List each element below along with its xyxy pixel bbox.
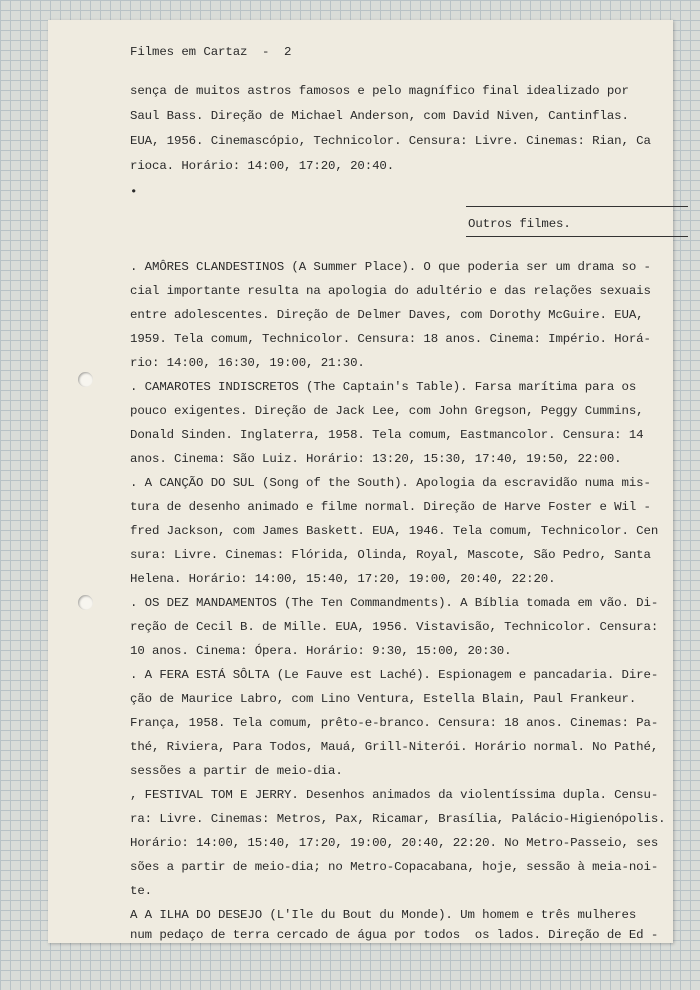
text-line: 1959. Tela comum, Technicolor. Censura: 18 anos. Cinema: Império. Horá- — [130, 332, 651, 346]
text-line: EUA, 1956. Cinemascópio, Technicolor. Censura: Livre. Cinemas: Rian, Ca — [130, 134, 651, 148]
section-rule-top — [466, 206, 688, 207]
text-line: . OS DEZ MANDAMENTOS (The Ten Commandments). A Bíblia tomada em vão. Di- — [130, 596, 659, 610]
text-line: . AMÔRES CLANDESTINOS (A Summer Place). O que poderia ser um drama so - — [130, 260, 651, 274]
text-line: . A CANÇÃO DO SUL (Song of the South). Apologia da escravidão numa mis- — [130, 476, 651, 490]
text-line: Helena. Horário: 14:00, 15:40, 17:20, 19:00, 20:40, 22:20. — [130, 572, 556, 586]
text-line: rioca. Horário: 14:00, 17:20, 20:40. — [130, 159, 395, 173]
text-line: sura: Livre. Cinemas: Flórida, Olinda, Royal, Mascote, São Pedro, Santa — [130, 548, 651, 562]
punch-hole-lower — [78, 595, 93, 610]
text-line: . A FERA ESTÁ SÔLTA (Le Fauve est Laché). Espionagem e pancadaria. Dire- — [130, 668, 659, 682]
typewritten-page — [48, 20, 673, 943]
text-line: sões a partir de meio-dia; no Metro-Copacabana, hoje, sessão à meia-noi- — [130, 860, 659, 874]
text-line: Horário: 14:00, 15:40, 17:20, 19:00, 20:40, 22:20. No Metro-Passeio, ses — [130, 836, 659, 850]
text-line: sessões a partir de meio-dia. — [130, 764, 343, 778]
section-title: Outros filmes. — [468, 217, 571, 231]
text-line: entre adolescentes. Direção de Delmer Daves, com Dorothy McGuire. EUA, — [130, 308, 644, 322]
section-rule-bottom — [466, 236, 688, 237]
text-line: Donald Sinden. Inglaterra, 1958. Tela comum, Eastmancolor. Censura: 14 — [130, 428, 644, 442]
text-line: te. — [130, 884, 153, 898]
text-line: rio: 14:00, 16:30, 19:00, 21:30. — [130, 356, 365, 370]
text-line: sença de muitos astros famosos e pelo magnífico final idealizado por — [130, 84, 629, 98]
text-line: ra: Livre. Cinemas: Metros, Pax, Ricamar, Brasília, Palácio-Higienópolis. — [130, 812, 666, 826]
text-line: tura de desenho animado e filme normal. Direção de Harve Foster e Wil - — [130, 500, 651, 514]
punch-hole-upper — [78, 372, 93, 387]
text-line: Saul Bass. Direção de Michael Anderson, com David Niven, Cantinflas. — [130, 109, 629, 123]
text-line: ção de Maurice Labro, com Lino Ventura, Estella Blain, Paul Frankeur. — [130, 692, 637, 706]
text-line: thé, Riviera, Para Todos, Mauá, Grill-Niterói. Horário normal. No Pathé, — [130, 740, 659, 754]
text-line: A A ILHA DO DESEJO (L'Ile du Bout du Monde). Um homem e três mulheres — [130, 908, 637, 922]
page-header: Filmes em Cartaz - 2 — [130, 45, 292, 59]
text-line: 10 anos. Cinema: Ópera. Horário: 9:30, 15:00, 20:30. — [130, 644, 512, 658]
text-line: reção de Cecil B. de Mille. EUA, 1956. Vistavisão, Technicolor. Censura: — [130, 620, 659, 634]
text-line: , FESTIVAL TOM E JERRY. Desenhos animados da violentíssima dupla. Censu- — [130, 788, 659, 802]
text-line: fred Jackson, com James Baskett. EUA, 1946. Tela comum, Technicolor. Cen — [130, 524, 659, 538]
text-line: num pedaço de terra cercado de água por todos os lados. Direção de Ed - — [130, 928, 659, 942]
stray-mark: • — [130, 185, 138, 199]
text-line: anos. Cinema: São Luiz. Horário: 13:20, 15:30, 17:40, 19:50, 22:00. — [130, 452, 622, 466]
text-line: cial importante resulta na apologia do adultério e das relações sexuais — [130, 284, 651, 298]
text-line: . CAMAROTES INDISCRETOS (The Captain's Table). Farsa marítima para os — [130, 380, 637, 394]
text-line: França, 1958. Tela comum, prêto-e-branco. Censura: 18 anos. Cinemas: Pa- — [130, 716, 659, 730]
text-line: pouco exigentes. Direção de Jack Lee, com John Gregson, Peggy Cummins, — [130, 404, 644, 418]
